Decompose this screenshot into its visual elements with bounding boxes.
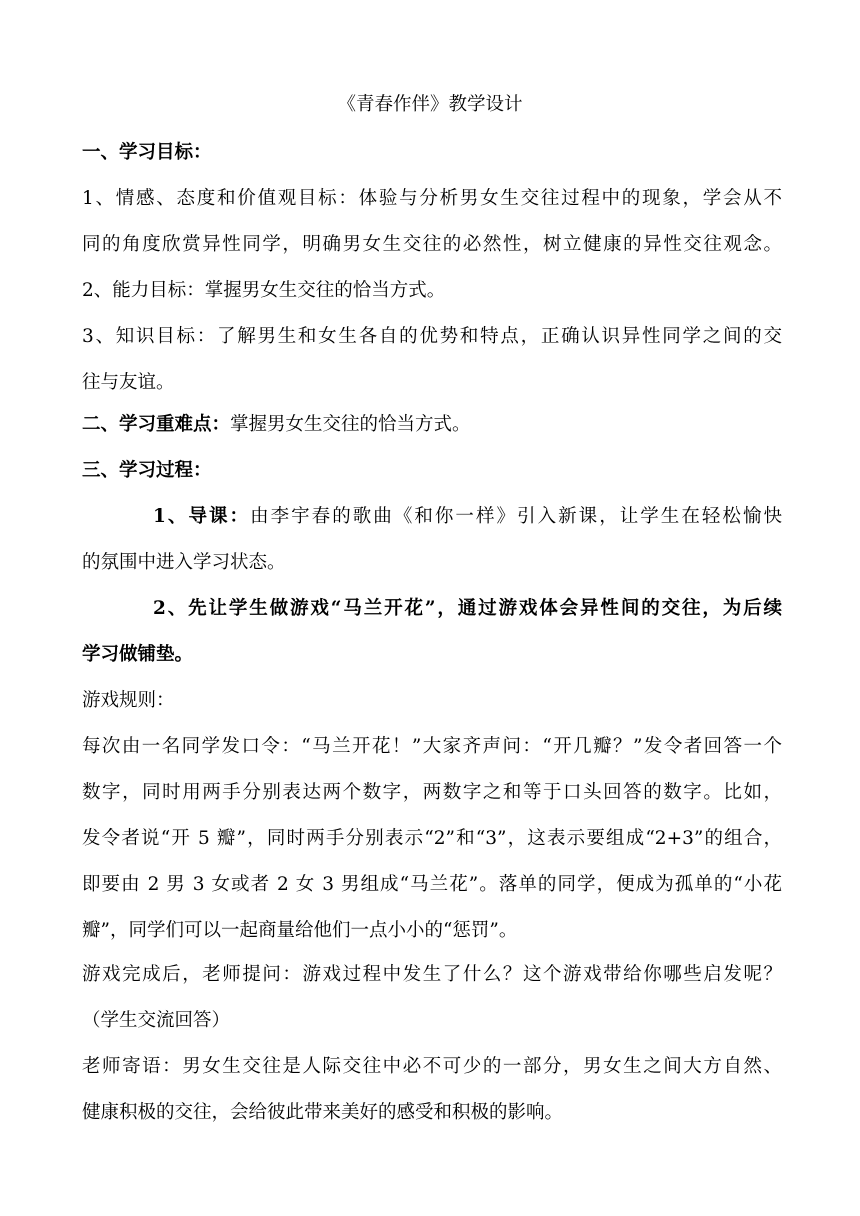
step-1-label: 1、导课： [153,506,251,527]
rules-line-3: 发令者说“开 5 瓣”，同时两手分别表示“2”和“3”，这表示要组成“2+3”的组合， [82,828,782,849]
after-game-question: 游戏完成后，老师提问：游戏过程中发生了什么？这个游戏带给你哪些启发呢？ [82,964,782,985]
step-1-line-1 [153,504,782,530]
section-heading-key-points: 二、学习重难点： [82,414,231,435]
goal-1-line-2: 同的角度欣赏异性同学，明确男女生交往的必然性，树立健康的异性交往观念。 [82,234,782,255]
step-1-text: 由李宇春的歌曲《和你一样》引入新课，让学生在轻松愉快 [250,506,782,527]
goal-3-line-2: 往与友谊。 [82,372,175,393]
section-heading-process: 三、学习过程： [82,460,212,481]
rules-heading: 游戏规则： [82,690,175,711]
teacher-message-line-1: 老师寄语：男女生交往是人际交往中必不可少的一部分，男女生之间大方自然、 [82,1056,782,1077]
teacher-message-line-2: 健康积极的交往，会给彼此带来美好的感受和积极的影响。 [82,1102,564,1123]
rules-line-4: 即要由 2 男 3 女或者 2 女 3 男组成“马兰花”。落单的同学，便成为孤单的“小花 [82,874,782,895]
step-2-line-2: 学习做铺垫。 [82,644,194,665]
step-2-line-1: 2、先让学生做游戏“马兰开花”，通过游戏体会异性间的交往，为后续 [153,598,782,619]
student-answer-note: （学生交流回答） [82,1010,231,1031]
rules-line-2: 数字，同时用两手分别表达两个数字，两数字之和等于口头回答的数字。比如， [82,782,782,803]
goal-2: 2、能力目标：掌握男女生交往的恰当方式。 [82,280,446,301]
goal-1-line-1: 1、情感、态度和价值观目标：体验与分析男女生交往过程中的现象，学会从不 [82,188,782,209]
key-points-text: 掌握男女生交往的恰当方式。 [230,414,471,435]
step-1-line-2: 的氛围中进入学习状态。 [82,552,286,573]
rules-line-1: 每次由一名同学发口令：“马兰开花！”大家齐声问：“开几瓣？”发令者回答一个 [82,736,782,757]
document-title: 《青春作伴》教学设计 [337,94,523,115]
goal-3-line-1: 3、知识目标：了解男生和女生各自的优势和特点，正确认识异性同学之间的交 [82,326,782,347]
section-heading-goals: 一、学习目标： [82,142,212,163]
section-key-points [82,412,782,438]
rules-line-5: 瓣”，同学们可以一起商量给他们一点小小的“惩罚”。 [82,920,518,941]
